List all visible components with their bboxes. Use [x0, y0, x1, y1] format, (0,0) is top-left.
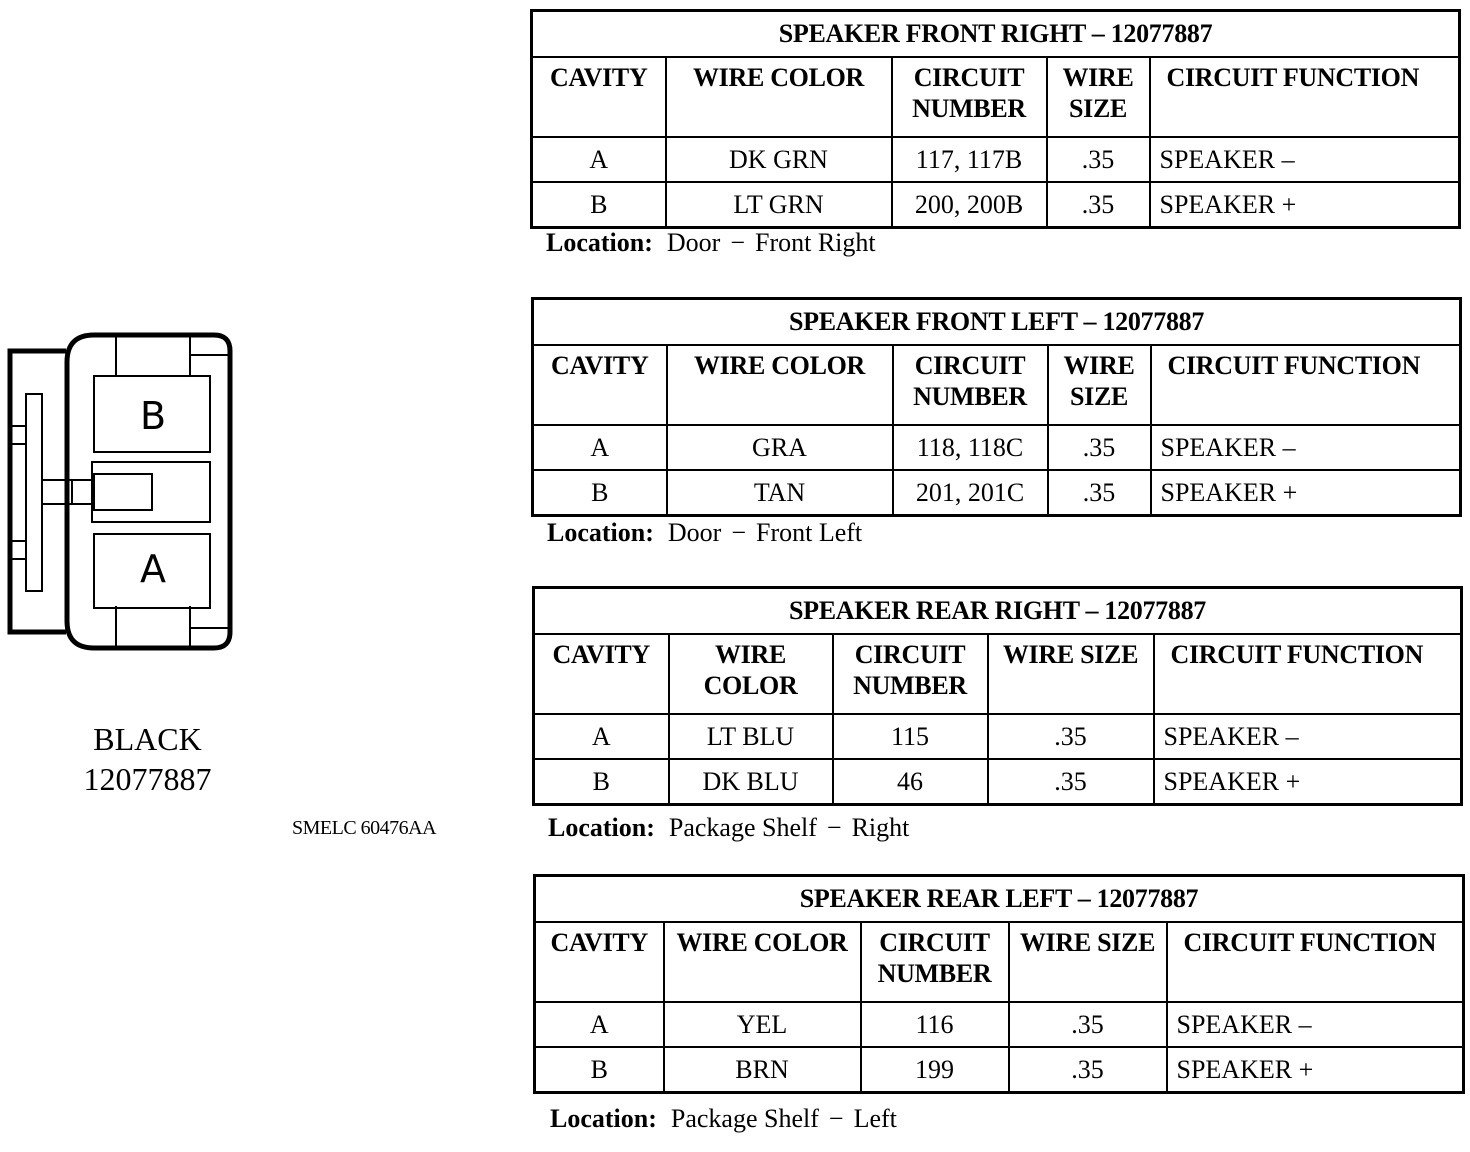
location-dash: −	[826, 813, 842, 842]
table-row	[532, 182, 1460, 228]
location-label: Location:	[547, 518, 654, 547]
cell-circuit-number: 116	[861, 1002, 1009, 1047]
header-wire-size: WIRE SIZE	[1009, 922, 1167, 1002]
cell-cavity: B	[535, 1047, 664, 1093]
header-wire-size: WIRE SIZE	[1048, 345, 1151, 425]
figure-id: SMELC 60476AA	[292, 817, 437, 839]
cell-wire-color: BRN	[664, 1047, 861, 1093]
location-label: Location:	[546, 228, 653, 257]
cell-circuit-function: SPEAKER +	[1151, 470, 1461, 516]
header-cavity: CAVITY	[534, 634, 669, 714]
location-place: Package Shelf	[670, 1104, 819, 1133]
table-row	[534, 714, 1462, 759]
cavity-b-label: B	[139, 394, 167, 438]
location-place: Door	[666, 228, 721, 257]
connector-color-label: BLACK	[93, 721, 202, 757]
cell-wire-color: LT BLU	[669, 714, 833, 759]
location-place: Package Shelf	[668, 813, 817, 842]
cell-circuit-function: SPEAKER –	[1154, 714, 1462, 759]
cell-circuit-number: 118, 118C	[893, 425, 1048, 470]
table-row	[532, 137, 1460, 182]
location-detail: Front Right	[755, 228, 876, 257]
location-line	[548, 813, 909, 843]
header-circuit-function: CIRCUIT FUNCTION	[1150, 57, 1460, 137]
location-line	[546, 228, 876, 258]
location-dash: −	[828, 1104, 844, 1133]
location-line	[550, 1104, 897, 1134]
table-row	[533, 470, 1461, 516]
header-circuit-function: CIRCUIT FUNCTION	[1167, 922, 1464, 1002]
cavity-a-label: A	[140, 547, 166, 591]
location-dash: −	[731, 518, 746, 547]
cell-wire-size: .35	[1047, 137, 1150, 182]
cell-circuit-function: SPEAKER –	[1151, 425, 1461, 470]
connector-outline	[4, 326, 240, 660]
header-circuit-number: CIRCUIT NUMBER	[892, 57, 1047, 137]
cell-circuit-number: 201, 201C	[893, 470, 1048, 516]
cell-circuit-number: 199	[861, 1047, 1009, 1093]
cell-cavity: B	[532, 182, 666, 228]
connector-table-2	[532, 586, 1463, 806]
cell-cavity: A	[535, 1002, 664, 1047]
header-circuit-number: CIRCUIT NUMBER	[861, 922, 1009, 1002]
cell-wire-size: .35	[1009, 1002, 1167, 1047]
cell-cavity: A	[534, 714, 669, 759]
table-title: SPEAKER REAR RIGHT – 12077887	[534, 588, 1462, 635]
cell-wire-size: .35	[1048, 470, 1151, 516]
cell-circuit-number: 117, 117B	[892, 137, 1047, 182]
location-place: Door	[667, 518, 722, 547]
header-wire-size: WIRE SIZE	[1047, 57, 1150, 137]
cell-circuit-function: SPEAKER +	[1154, 759, 1462, 805]
table-title: SPEAKER REAR LEFT – 12077887	[535, 876, 1464, 923]
table-title: SPEAKER FRONT LEFT – 12077887	[533, 299, 1461, 346]
cell-cavity: B	[534, 759, 669, 805]
cell-circuit-function: SPEAKER –	[1150, 137, 1460, 182]
table-row	[535, 1047, 1464, 1093]
connector-table-0	[530, 9, 1461, 229]
cell-wire-color: YEL	[664, 1002, 861, 1047]
header-wire-color: WIRE COLOR	[664, 922, 861, 1002]
header-cavity: CAVITY	[535, 922, 664, 1002]
header-cavity: CAVITY	[532, 57, 666, 137]
cell-wire-size: .35	[988, 714, 1154, 759]
table-row	[533, 425, 1461, 470]
header-wire-color: WIRE COLOR	[666, 57, 892, 137]
header-circuit-number: CIRCUIT NUMBER	[833, 634, 988, 714]
cell-circuit-number: 46	[833, 759, 988, 805]
connector-part-number: 12077887	[83, 761, 212, 797]
cell-wire-size: .35	[1048, 425, 1151, 470]
table-title: SPEAKER FRONT RIGHT – 12077887	[532, 11, 1460, 58]
connector-face-diagram	[4, 326, 240, 660]
header-wire-size: WIRE SIZE	[988, 634, 1154, 714]
table-row	[535, 1002, 1464, 1047]
cell-wire-color: GRA	[667, 425, 893, 470]
connector-table-3	[533, 874, 1465, 1094]
cell-circuit-number: 115	[833, 714, 988, 759]
header-circuit-number: CIRCUIT NUMBER	[893, 345, 1048, 425]
cell-circuit-function: SPEAKER +	[1150, 182, 1460, 228]
cell-wire-size: .35	[1009, 1047, 1167, 1093]
cell-cavity: B	[533, 470, 667, 516]
location-label: Location:	[550, 1104, 657, 1133]
location-line	[547, 518, 862, 548]
header-wire-color: WIRE COLOR	[669, 634, 833, 714]
header-circuit-function: CIRCUIT FUNCTION	[1151, 345, 1461, 425]
cell-wire-size: .35	[988, 759, 1154, 805]
table-row	[534, 759, 1462, 805]
cell-wire-size: .35	[1047, 182, 1150, 228]
cell-wire-color: LT GRN	[666, 182, 892, 228]
cell-wire-color: DK BLU	[669, 759, 833, 805]
header-wire-color: WIRE COLOR	[667, 345, 893, 425]
connector-table-1	[531, 297, 1462, 517]
cell-cavity: A	[533, 425, 667, 470]
location-detail: Front Left	[756, 518, 863, 547]
location-dash: −	[730, 228, 745, 257]
location-detail: Right	[851, 813, 910, 842]
header-cavity: CAVITY	[533, 345, 667, 425]
cell-wire-color: DK GRN	[666, 137, 892, 182]
cell-wire-color: TAN	[667, 470, 893, 516]
header-circuit-function: CIRCUIT FUNCTION	[1154, 634, 1462, 714]
location-label: Location:	[548, 813, 655, 842]
cell-circuit-function: SPEAKER +	[1167, 1047, 1464, 1093]
cell-circuit-function: SPEAKER –	[1167, 1002, 1464, 1047]
location-detail: Left	[853, 1104, 897, 1133]
cell-cavity: A	[532, 137, 666, 182]
cell-circuit-number: 200, 200B	[892, 182, 1047, 228]
